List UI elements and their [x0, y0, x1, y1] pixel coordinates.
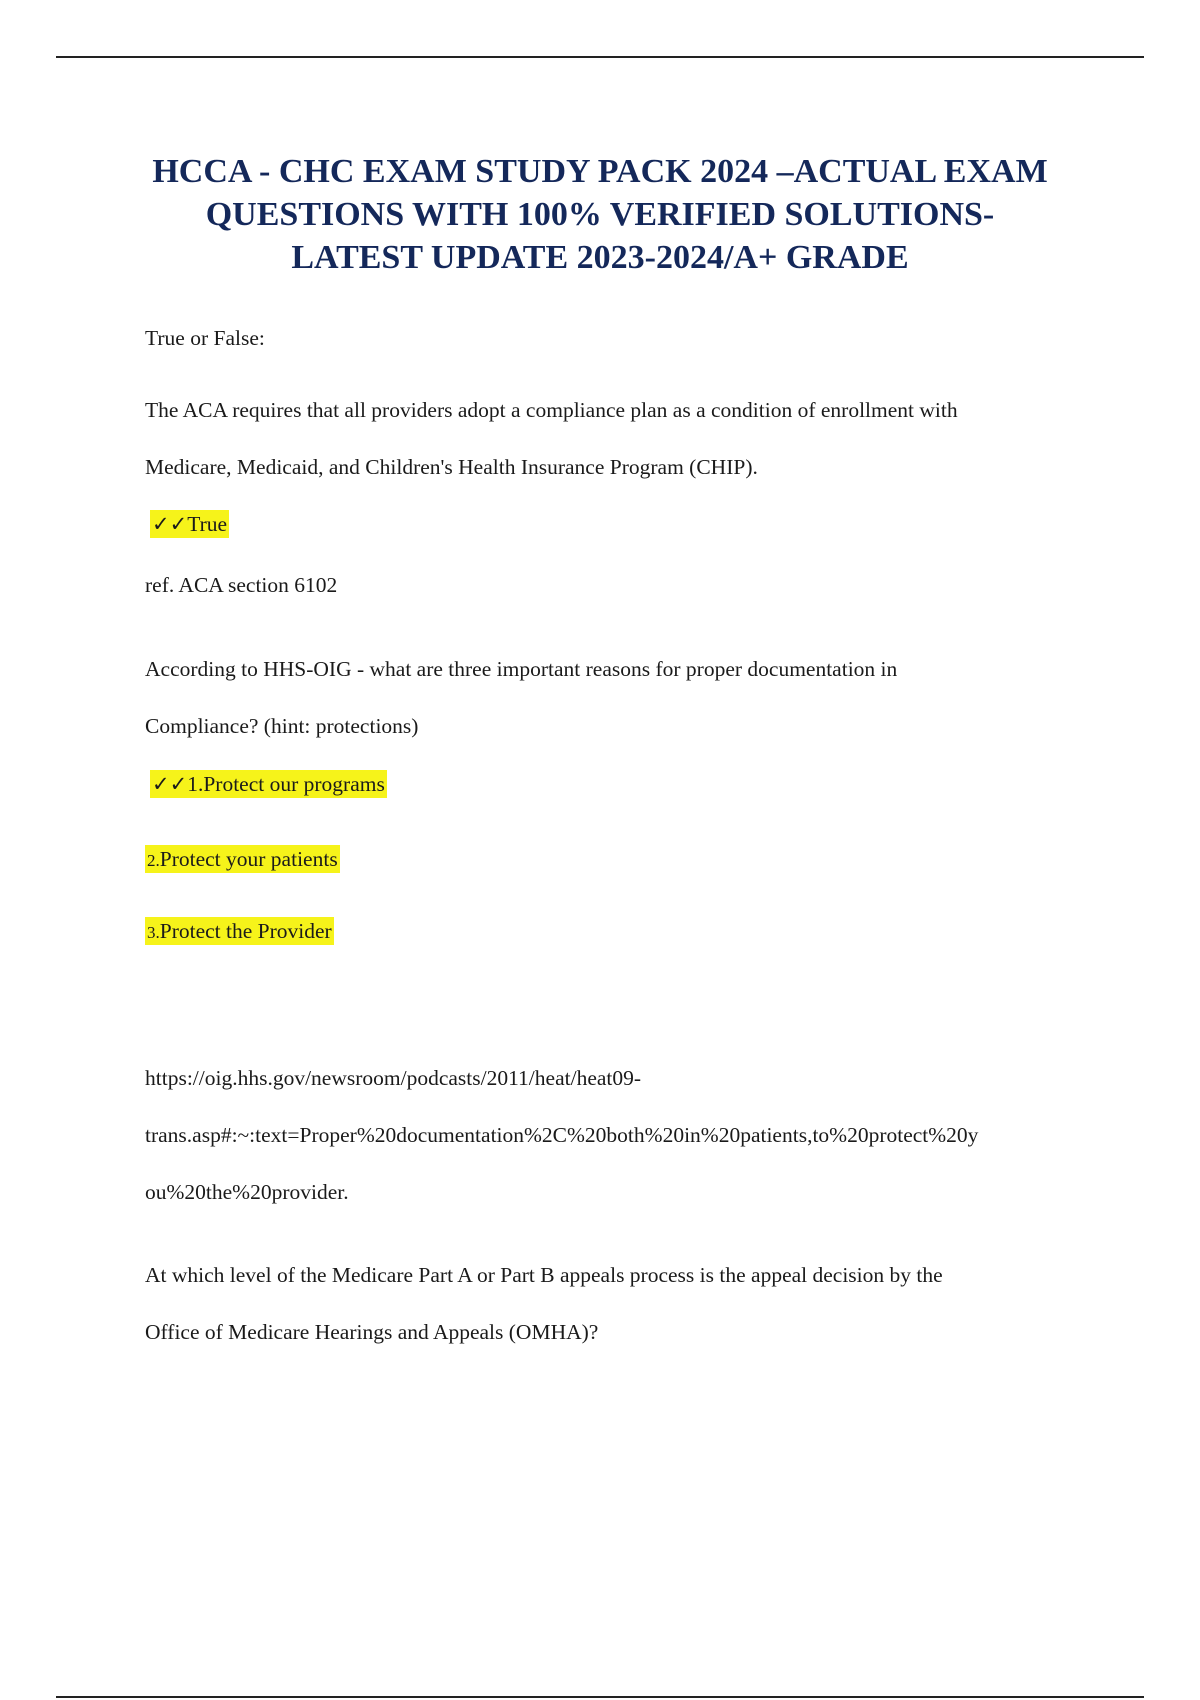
q2-text-line-2: Compliance? (hint: protections) [145, 714, 419, 738]
q2-answer-1 [150, 756, 1090, 813]
q1-intro: True or False: [145, 326, 265, 350]
q2-link-line-3: ou%20the%20provider. [145, 1180, 349, 1204]
q2-link-line-2: trans.asp#:~:text=Proper%20documentation%2C%20both%20in%20patients,to%20protect%20y [145, 1123, 979, 1147]
q2-answer-1-text: Protect our programs [203, 772, 385, 796]
q1-answer-highlight [150, 510, 229, 538]
q2-answer-3-num: 3. [147, 923, 160, 942]
check-icon: ✓✓ [152, 512, 188, 536]
q1-answer-text: True [187, 512, 228, 536]
q1-text-line-2: Medicare, Medicaid, and Children's Health Insurance Program (CHIP). [145, 455, 758, 479]
bottom-rule [56, 1696, 1144, 1698]
q2-answer-3-text: Protect the Provider [159, 919, 332, 943]
q2-answer-3 [145, 903, 1085, 961]
q2-link-line-1: https://oig.hhs.gov/newsroom/podcasts/2011/heat/heat09- [145, 1066, 642, 1090]
title-line-3: LATEST UPDATE 2023-2024/A+ GRADE [291, 239, 909, 276]
check-icon: ✓✓ [152, 772, 188, 796]
q2-answer-1-highlight [150, 770, 387, 798]
q2-answer-2-num: 2. [147, 851, 160, 870]
q2-text-line-1: According to HHS-OIG - what are three important reasons for proper documentation in [145, 657, 898, 681]
q2-answer-3-highlight [145, 917, 334, 945]
title-line-2: QUESTIONS WITH 100% VERIFIED SOLUTIONS- [205, 196, 995, 233]
title-line-1: HCCA - CHC EXAM STUDY PACK 2024 –ACTUAL EXAM [152, 153, 1048, 190]
q1-reference: ref. ACA section 6102 [145, 573, 338, 597]
q3-text-line-1: At which level of the Medicare Part A or Part B appeals process is the appeal decision by the [145, 1263, 943, 1287]
q2-answer-1-num: 1. [187, 772, 204, 796]
top-rule [56, 56, 1144, 58]
document-title [100, 150, 1100, 279]
q1-answer [150, 496, 1090, 553]
q2-answer-2-highlight [145, 845, 340, 873]
q2-answer-2-text: Protect your patients [159, 847, 338, 871]
q1-text-line-1: The ACA requires that all providers adopt a compliance plan as a condition of enrollment with [145, 398, 958, 422]
q3-text-line-2: Office of Medicare Hearings and Appeals (OMHA)? [145, 1320, 599, 1344]
q2-answer-2 [145, 831, 1085, 889]
